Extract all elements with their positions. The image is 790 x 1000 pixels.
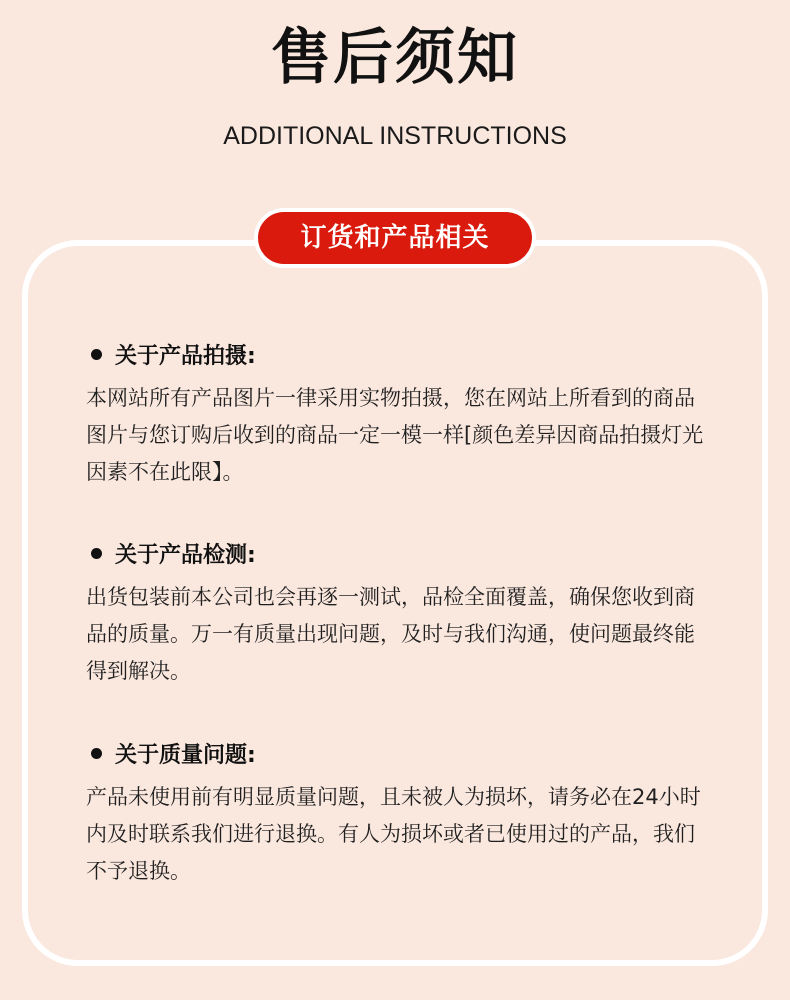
section-heading (86, 537, 706, 569)
section-heading (86, 737, 706, 769)
section-body: 本网站所有产品图片一律采用实物拍摄，您在网站上所看到的商品图片与您订购后收到的商品一定一模一样[颜色差异因商品拍摄灯光因素不在此限】。 (86, 386, 704, 484)
section-inspection (86, 537, 706, 690)
bullet-icon (91, 548, 102, 559)
section-quality (86, 737, 706, 890)
category-badge: 订货和产品相关 (254, 208, 536, 268)
bullet-icon (91, 748, 102, 759)
section-heading-label: 关于产品拍摄: (115, 343, 256, 369)
section-heading-label: 关于产品检测: (115, 542, 256, 568)
page-subtitle: ADDITIONAL INSTRUCTIONS (223, 122, 567, 150)
section-heading-label: 关于质量问题: (115, 742, 256, 768)
page-title: 售后须知 (271, 23, 519, 93)
section-photography (86, 338, 706, 491)
bullet-icon (91, 349, 102, 360)
section-body: 出货包装前本公司也会再逐一测试，品检全面覆盖，确保您收到商品的质量。万一有质量出现问题，及时与我们沟通，使问题最终能得到解决。 (86, 585, 695, 683)
section-heading (86, 338, 706, 370)
section-body: 产品未使用前有明显质量问题，且未被人为损坏，请务必在24小时内及时联系我们进行退换。有人为损坏或者已使用过的产品，我们不予退换。 (86, 785, 701, 883)
